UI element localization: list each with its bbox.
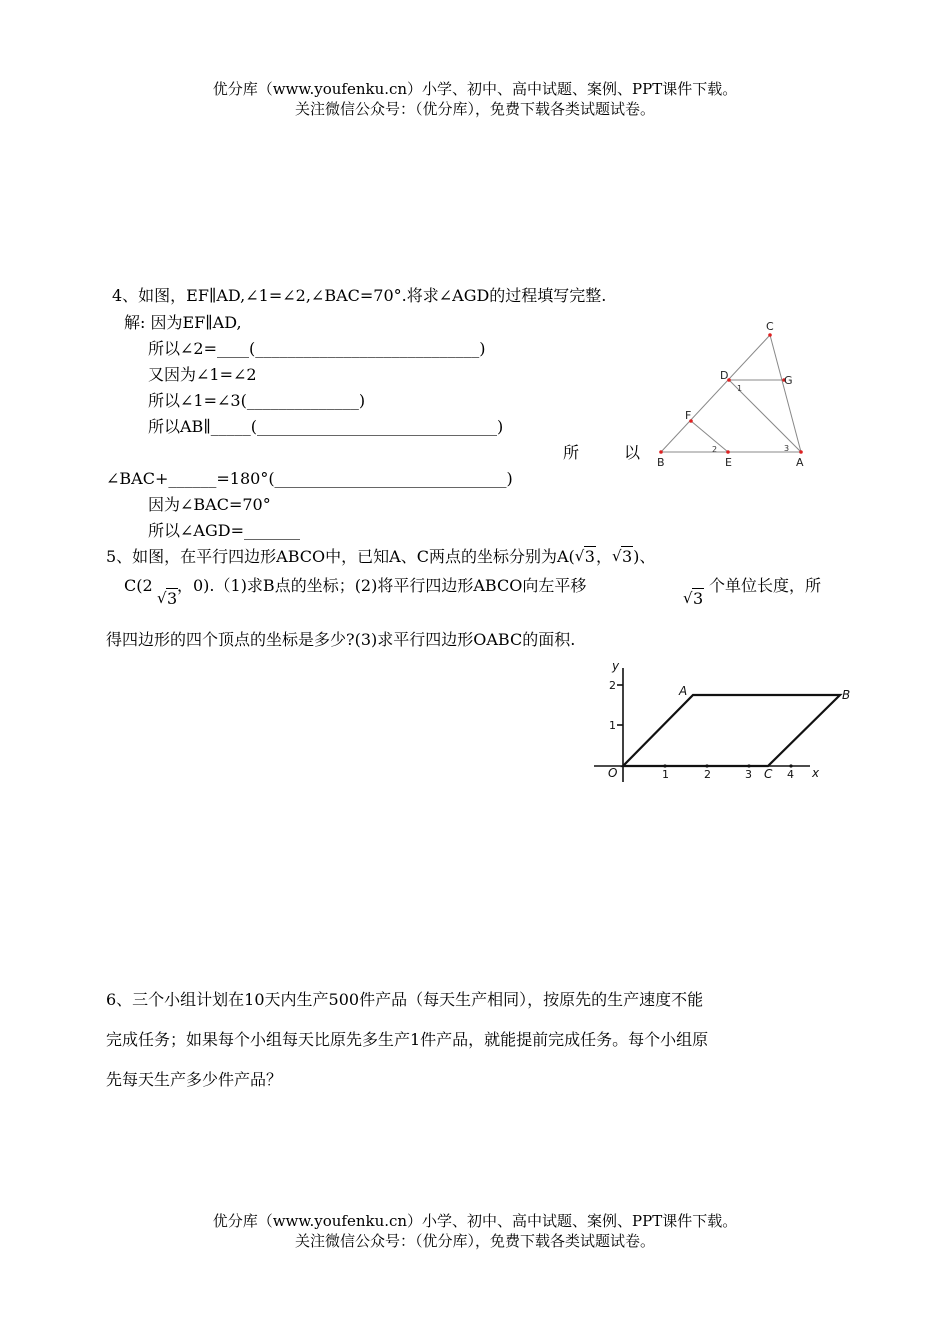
x-tick-label-2: 2 (704, 768, 711, 781)
q4-triangle-figure (650, 315, 815, 475)
label-f: F (685, 409, 692, 422)
point-c (768, 333, 772, 337)
point-b (659, 450, 663, 454)
line-bc (661, 335, 770, 452)
q5-line-1-text-c: )、 (633, 547, 656, 566)
label-b: B (657, 456, 665, 469)
angle-1-label: 1 (737, 384, 743, 393)
vertex-a-label: A (679, 684, 688, 698)
q5-line-2-c: 个单位长度，所 (709, 576, 822, 595)
y-tick-label-1: 1 (609, 719, 616, 732)
origin-label: O (608, 766, 618, 780)
sqrt-3-d (683, 589, 704, 609)
footer-line-2: 关注微信公众号：（优分库），免费下载各类试题试卷。 (294, 1232, 655, 1250)
q5-line-3: 得四边形的四个顶点的坐标是多少?(3)求平行四边形OABC的面积. (106, 630, 576, 649)
x-tick-label-4: 4 (787, 768, 794, 781)
vertex-c-label: C (764, 767, 773, 781)
q4-line-7: ∠BAC+______=180°(_____________________________) (106, 469, 513, 488)
label-c: C (766, 320, 774, 333)
q4-line-6b: 以 (624, 443, 641, 462)
q4-line-6a: 所 (563, 443, 580, 462)
parallelogram-oabc (623, 695, 840, 766)
q4-title: 4、如图，EF∥AD,∠1=∠2,∠BAC=70°.将求∠AGD的过程填写完整. (112, 286, 607, 305)
vertex-b-label: B (842, 688, 851, 702)
q4-line-8: 因为∠BAC=70° (148, 495, 271, 514)
y-tick-label-2: 2 (609, 679, 616, 692)
header-line-1: 优分库（www.youfenku.cn）小学、初中、高中试题、案例、PPT课件下载。 (212, 80, 738, 98)
q4-line-9: 所以∠AGD=_______ (148, 521, 300, 540)
sqrt-3-d-radicand: 3 (693, 589, 704, 608)
angle-2-label: 2 (712, 445, 718, 454)
footer-line-1: 优分库（www.youfenku.cn）小学、初中、高中试题、案例、PPT课件下载。 (212, 1212, 738, 1230)
q4-line-4: 所以∠1=∠3(______________) (148, 391, 366, 410)
sqrt-3-c-radicand: 3 (167, 589, 178, 608)
y-axis-label: y (612, 659, 620, 673)
sqrt-3-c (157, 589, 178, 609)
q5-line-1-text-a: 5、如图，在平行四边形ABCO中，已知A、C两点的坐标分别为A( (106, 547, 575, 566)
label-e: E (725, 456, 732, 469)
line-fe (691, 421, 728, 452)
x-tick-label-1: 1 (662, 768, 669, 781)
q5-line-2-a: C(2 (124, 576, 153, 595)
angle-3-label: 3 (784, 444, 790, 453)
q5-line-1-text-b: ， (595, 547, 612, 566)
sqrt-3-a (575, 547, 596, 567)
q5-line-2-b: ，0).（1)求B点的坐标；(2)将平行四边形ABCO向左平移 (177, 576, 587, 595)
q4-line-3: 又因为∠1=∠2 (148, 365, 257, 384)
q6-line-1: 6、三个小组计划在10天内生产500件产品（每天生产相同），按原先的生产速度不能 (106, 990, 704, 1009)
header-line-2: 关注微信公众号：（优分库），免费下载各类试题试卷。 (294, 100, 655, 118)
line-ca (770, 335, 801, 452)
sqrt-3-a-radicand: 3 (584, 547, 595, 566)
q6-line-3: 先每天生产多少件产品？ (106, 1070, 283, 1089)
q4-line-5: 所以AB∥_____(______________________________) (148, 417, 504, 436)
q4-line-1: 解: 因为EF∥AD, (124, 313, 242, 332)
x-tick-label-3: 3 (745, 768, 752, 781)
q5-parallelogram-figure (588, 658, 858, 788)
label-g: G (784, 374, 793, 387)
sqrt-3-b (612, 547, 633, 567)
label-a: A (796, 456, 804, 469)
sqrt-3-b-radicand: 3 (621, 547, 633, 566)
point-e (726, 450, 730, 454)
q5-line-1 (106, 547, 655, 567)
q4-line-2: 所以∠2=____(____________________________) (148, 339, 486, 358)
x-axis-label: x (812, 766, 820, 780)
point-a (799, 450, 803, 454)
label-d: D (720, 369, 729, 382)
q6-line-2: 完成任务；如果每个小组每天比原先多生产1件产品，就能提前完成任务。每个小组原 (106, 1030, 709, 1049)
